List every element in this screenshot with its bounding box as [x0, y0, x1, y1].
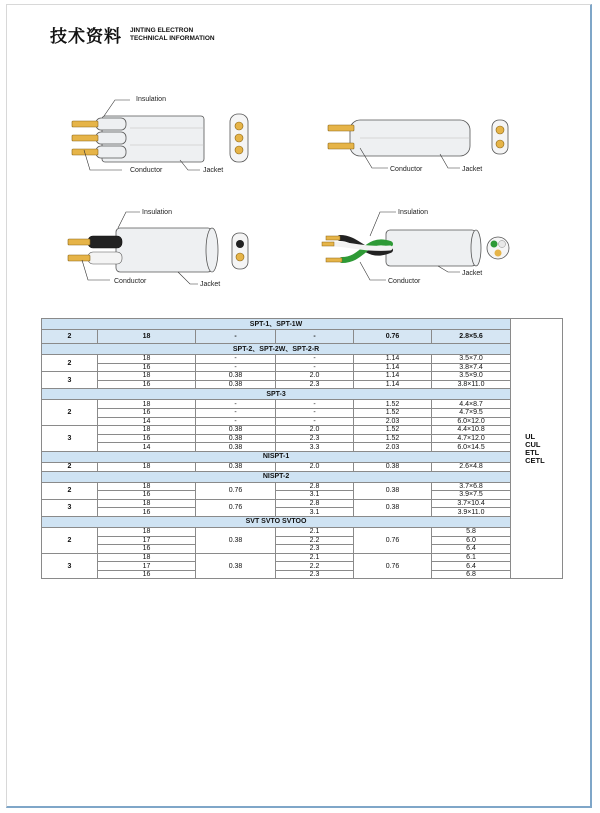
dimension-cell: 3.7×10.4 [432, 499, 511, 508]
col3-cell: 0.38 [196, 553, 276, 579]
col4-cell: 2.1 [276, 527, 354, 536]
awg-cell: 18 [98, 553, 196, 562]
col5-cell: 2.03 [354, 443, 432, 452]
label-conductor: Conductor [130, 167, 163, 174]
section-title: SVT SVTO SVTOO [42, 516, 511, 527]
label-insulation: Insulation [398, 209, 428, 216]
col4-cell: - [276, 417, 354, 426]
col3-cell: 0.38 [196, 527, 276, 553]
awg-cell: 16 [98, 408, 196, 417]
label-insulation: Insulation [142, 209, 172, 216]
section-header-row [42, 389, 563, 400]
dimension-cell: 6.8 [432, 570, 511, 579]
awg-cell: 18 [98, 527, 196, 536]
awg-cell: 14 [98, 417, 196, 426]
dimension-cell: 3.5×9.0 [432, 372, 511, 381]
dimension-cell: 6.0×12.0 [432, 417, 511, 426]
col3-cell: - [196, 417, 276, 426]
col4-cell: 2.1 [276, 553, 354, 562]
table-row [42, 426, 563, 435]
dimension-cell: 3.9×11.0 [432, 508, 511, 517]
col3-cell: 0.38 [196, 434, 276, 443]
wires-cell: 2 [42, 400, 98, 426]
cable-diagram-round-2 [60, 200, 260, 290]
section-title: SPT-1、SPT-1W [42, 319, 511, 330]
wires-cell: 2 [42, 355, 98, 372]
col4-cell: - [276, 330, 354, 344]
col3-cell: - [196, 330, 276, 344]
header-title-cn: 技术资料 [50, 27, 122, 47]
col3-cell: - [196, 355, 276, 364]
table-row [42, 545, 563, 554]
col5-cell: 1.52 [354, 426, 432, 435]
col4-cell: 2.2 [276, 536, 354, 545]
col4-cell: 2.3 [276, 434, 354, 443]
dimension-cell: 6.0×14.5 [432, 443, 511, 452]
col3-cell: 0.38 [196, 426, 276, 435]
col4-cell: 2.0 [276, 462, 354, 471]
dimension-cell: 6.1 [432, 553, 511, 562]
section-header-row [42, 516, 563, 527]
col4-cell: 2.0 [276, 372, 354, 381]
table-row [42, 330, 563, 344]
dimension-cell: 4.4×8.7 [432, 400, 511, 409]
label-jacket: Jacket [203, 167, 224, 174]
col4-cell: 2.8 [276, 499, 354, 508]
col4-cell: 2.0 [276, 426, 354, 435]
cord-spec-table [41, 318, 563, 579]
col4-cell: 3.1 [276, 508, 354, 517]
col4-cell: 3.3 [276, 443, 354, 452]
col4-cell: - [276, 355, 354, 364]
col5-cell: 1.52 [354, 434, 432, 443]
cable-diagram-flat-2 [320, 110, 520, 185]
dimension-cell: 6.4 [432, 562, 511, 571]
col4-cell: - [276, 400, 354, 409]
col3-cell: 0.38 [196, 380, 276, 389]
col3-cell: 0.38 [196, 462, 276, 471]
awg-cell: 16 [98, 570, 196, 579]
dimension-cell: 3.5×7.0 [432, 355, 511, 364]
dimension-cell: 3.8×7.4 [432, 363, 511, 372]
wires-cell: 2 [42, 527, 98, 553]
col4-cell: - [276, 408, 354, 417]
header-title-en [130, 27, 215, 43]
col5-cell: 1.52 [354, 408, 432, 417]
dimension-cell: 2.6×4.8 [432, 462, 511, 471]
col4-cell: 2.3 [276, 545, 354, 554]
section-header-row [42, 451, 563, 462]
col5-cell: 1.52 [354, 400, 432, 409]
section-title: NISPT-2 [42, 471, 511, 482]
col3-cell: 0.38 [196, 443, 276, 452]
certification-etl: ETL [525, 447, 540, 457]
awg-cell: 18 [98, 426, 196, 435]
section-title: SPT-2、SPT-2W、SPT-2-R [42, 344, 511, 355]
table-row [42, 400, 563, 409]
table-row [42, 570, 563, 579]
col3-cell: 0.76 [196, 499, 276, 516]
col4-cell: 2.3 [276, 380, 354, 389]
dimension-cell: 6.4 [432, 545, 511, 554]
col5-cell: 0.76 [354, 330, 432, 344]
awg-cell: 18 [98, 462, 196, 471]
col3-cell: 0.38 [196, 372, 276, 381]
header-en-line-1: JINTING ELECTRON [130, 26, 194, 34]
dimension-cell: 3.8×11.0 [432, 380, 511, 389]
wires-cell: 3 [42, 499, 98, 516]
label-jacket: Jacket [200, 281, 221, 288]
section-header-row [42, 471, 563, 482]
wires-cell: 3 [42, 372, 98, 389]
table-row [42, 434, 563, 443]
table-row [42, 408, 563, 417]
awg-cell: 18 [98, 355, 196, 364]
dimension-cell: 4.7×9.5 [432, 408, 511, 417]
certification-cul: CUL [525, 439, 541, 449]
dimension-cell: 3.9×7.5 [432, 491, 511, 500]
dimension-cell: 4.7×12.0 [432, 434, 511, 443]
certifications-cell [511, 319, 563, 579]
label-jacket: Jacket [462, 270, 483, 277]
table-row [42, 491, 563, 500]
table-row [42, 417, 563, 426]
table-row [42, 355, 563, 364]
col4-cell: 2.3 [276, 570, 354, 579]
cable-diagram-round-3 [320, 200, 520, 292]
section-header-row [42, 319, 563, 330]
section-title: NISPT-1 [42, 451, 511, 462]
col3-cell: - [196, 400, 276, 409]
col3-cell: - [196, 363, 276, 372]
table-row [42, 499, 563, 508]
awg-cell: 16 [98, 434, 196, 443]
awg-cell: 16 [98, 380, 196, 389]
dimension-cell: 2.8×5.6 [432, 330, 511, 344]
table-row [42, 462, 563, 471]
awg-cell: 16 [98, 363, 196, 372]
table-row [42, 443, 563, 452]
awg-cell: 18 [98, 482, 196, 491]
wires-cell: 3 [42, 426, 98, 452]
table-row [42, 363, 563, 372]
table-row [42, 553, 563, 562]
dimension-cell: 3.7×6.8 [432, 482, 511, 491]
awg-cell: 18 [98, 372, 196, 381]
col5-cell: 1.14 [354, 380, 432, 389]
col5-cell: 0.76 [354, 527, 432, 553]
table-row [42, 562, 563, 571]
col5-cell: 2.03 [354, 417, 432, 426]
dimension-cell: 6.0 [432, 536, 511, 545]
col4-cell: - [276, 363, 354, 372]
col4-cell: 2.8 [276, 482, 354, 491]
label-conductor: Conductor [388, 278, 421, 285]
page-header [50, 22, 215, 47]
cable-diagram-flat-3 [60, 90, 260, 180]
awg-cell: 18 [98, 499, 196, 508]
col4-cell: 2.2 [276, 562, 354, 571]
label-insulation: Insulation [136, 96, 166, 103]
dimension-cell: 5.8 [432, 527, 511, 536]
table-row [42, 372, 563, 381]
label-conductor: Conductor [390, 166, 423, 173]
header-en-line-2: TECHNICAL INFORMATION [130, 34, 215, 42]
table-row [42, 380, 563, 389]
awg-cell: 17 [98, 562, 196, 571]
section-header-row [42, 344, 563, 355]
col5-cell: 0.76 [354, 553, 432, 579]
wires-cell: 3 [42, 553, 98, 579]
wires-cell: 2 [42, 462, 98, 471]
table-row [42, 482, 563, 491]
cord-spec-table-body [42, 319, 563, 579]
awg-cell: 16 [98, 508, 196, 517]
awg-cell: 18 [98, 330, 196, 344]
awg-cell: 14 [98, 443, 196, 452]
awg-cell: 18 [98, 400, 196, 409]
col5-cell: 0.38 [354, 482, 432, 499]
wires-cell: 2 [42, 330, 98, 344]
awg-cell: 16 [98, 491, 196, 500]
wires-cell: 2 [42, 482, 98, 499]
label-conductor: Conductor [114, 278, 147, 285]
col5-cell: 0.38 [354, 499, 432, 516]
col5-cell: 1.14 [354, 372, 432, 381]
dimension-cell: 4.4×10.8 [432, 426, 511, 435]
certification-cetl: CETL [525, 455, 545, 465]
col5-cell: 0.38 [354, 462, 432, 471]
label-jacket: Jacket [462, 166, 483, 173]
col3-cell: 0.76 [196, 482, 276, 499]
col5-cell: 1.14 [354, 355, 432, 364]
awg-cell: 17 [98, 536, 196, 545]
table-row [42, 536, 563, 545]
col5-cell: 1.14 [354, 363, 432, 372]
section-title: SPT-3 [42, 389, 511, 400]
col3-cell: - [196, 408, 276, 417]
table-row [42, 508, 563, 517]
table-row [42, 527, 563, 536]
awg-cell: 16 [98, 545, 196, 554]
col4-cell: 3.1 [276, 491, 354, 500]
certification-ul: UL [525, 431, 536, 441]
